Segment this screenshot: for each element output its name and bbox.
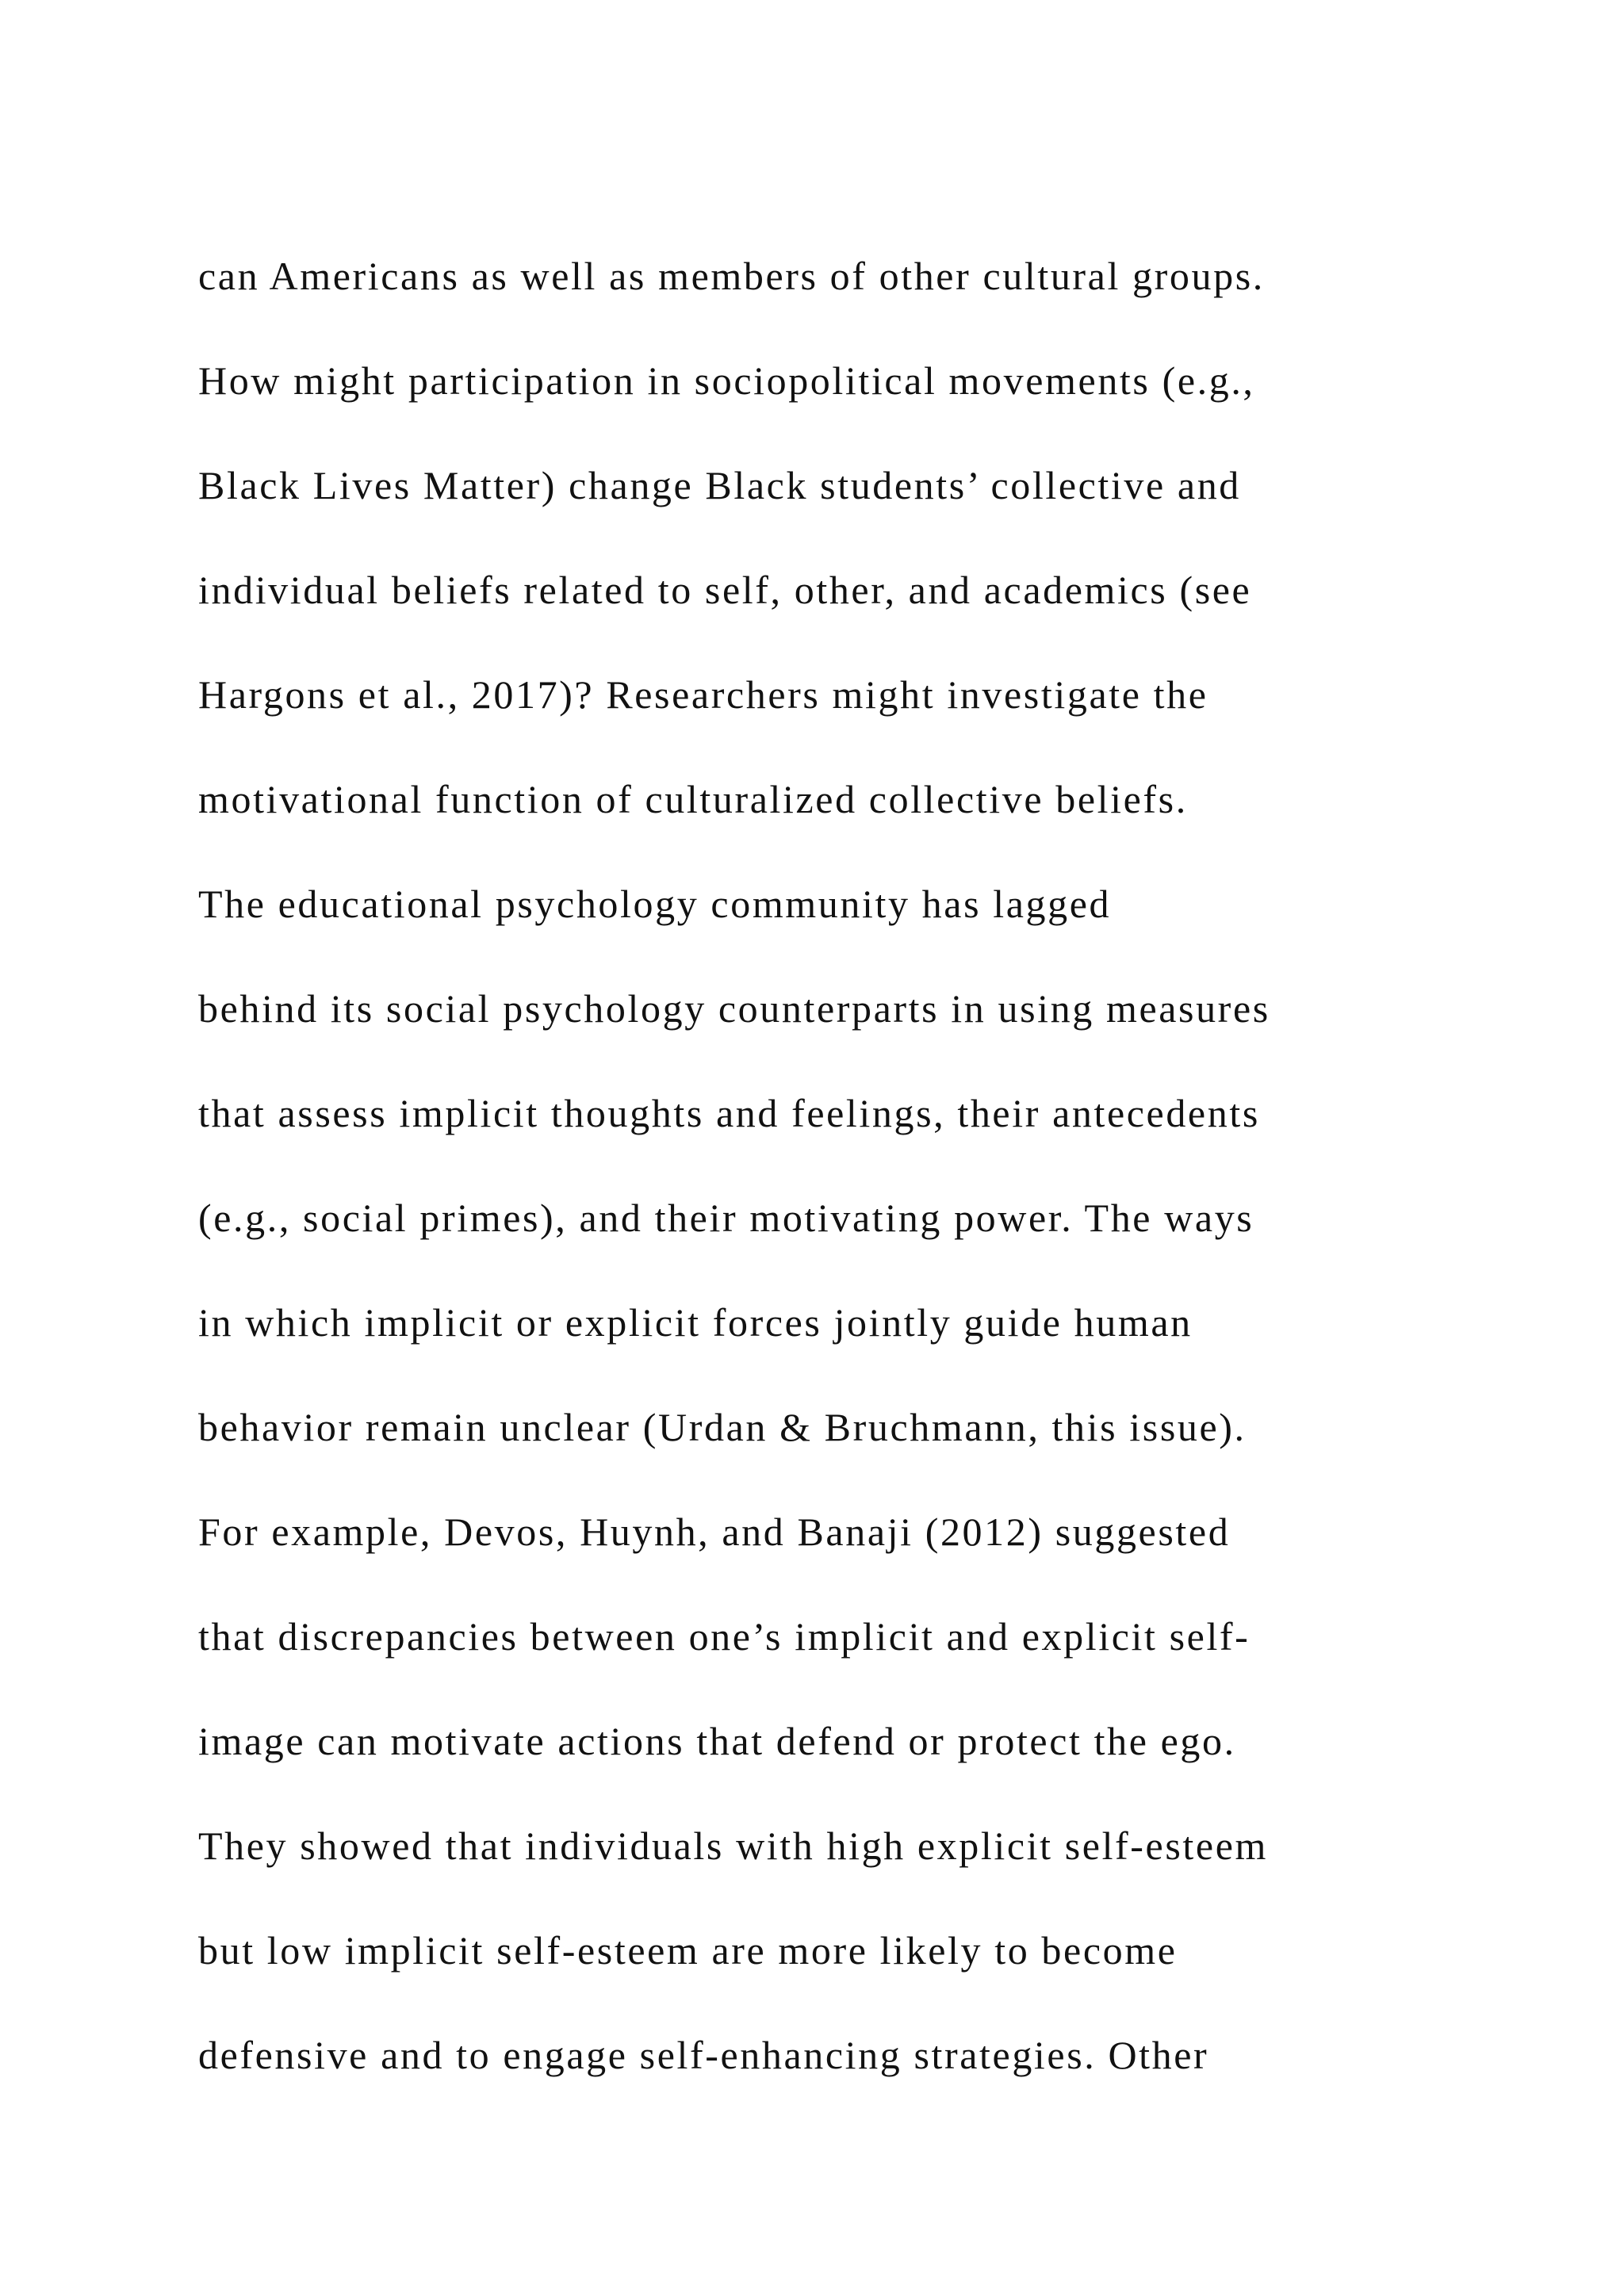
text-line-8: behind its social psychology counterparts in using measures [198, 986, 1270, 1031]
text-line-5: Hargons et al., 2017)? Researchers might investigate the [198, 672, 1208, 717]
text-line-16: They showed that individuals with high explicit self-esteem [198, 1823, 1268, 1868]
text-line-10: (e.g., social primes), and their motivating power. The ways [198, 1196, 1254, 1240]
text-line-13: For example, Devos, Huynh, and Banaji (2012) suggested [198, 1510, 1231, 1554]
text-line-9: that assess implicit thoughts and feelings, their antecedents [198, 1091, 1260, 1135]
text-line-1: can Americans as well as members of other cultural groups. [198, 254, 1265, 298]
text-line-14: that discrepancies between one’s implicit and explicit self- [198, 1614, 1251, 1659]
text-line-4: individual beliefs related to self, other, and academics (see [198, 568, 1252, 612]
text-line-7: The educational psychology community has lagged [198, 882, 1112, 926]
body-text [198, 236, 1435, 2120]
text-line-18: defensive and to engage self-enhancing strategies. Other [198, 2033, 1209, 2077]
text-line-12: behavior remain unclear (Urdan & Bruchmann, this issue). [198, 1405, 1247, 1449]
text-line-17: but low implicit self-esteem are more likely to become [198, 1928, 1178, 1973]
text-line-15: image can motivate actions that defend or protect the ego. [198, 1719, 1236, 1763]
text-line-6: motivational function of culturalized collective beliefs. [198, 777, 1188, 821]
text-line-3: Black Lives Matter) change Black students’ collective and [198, 463, 1241, 507]
text-line-2: How might participation in sociopolitical movements (e.g., [198, 358, 1255, 403]
text-line-11: in which implicit or explicit forces jointly guide human [198, 1300, 1193, 1345]
